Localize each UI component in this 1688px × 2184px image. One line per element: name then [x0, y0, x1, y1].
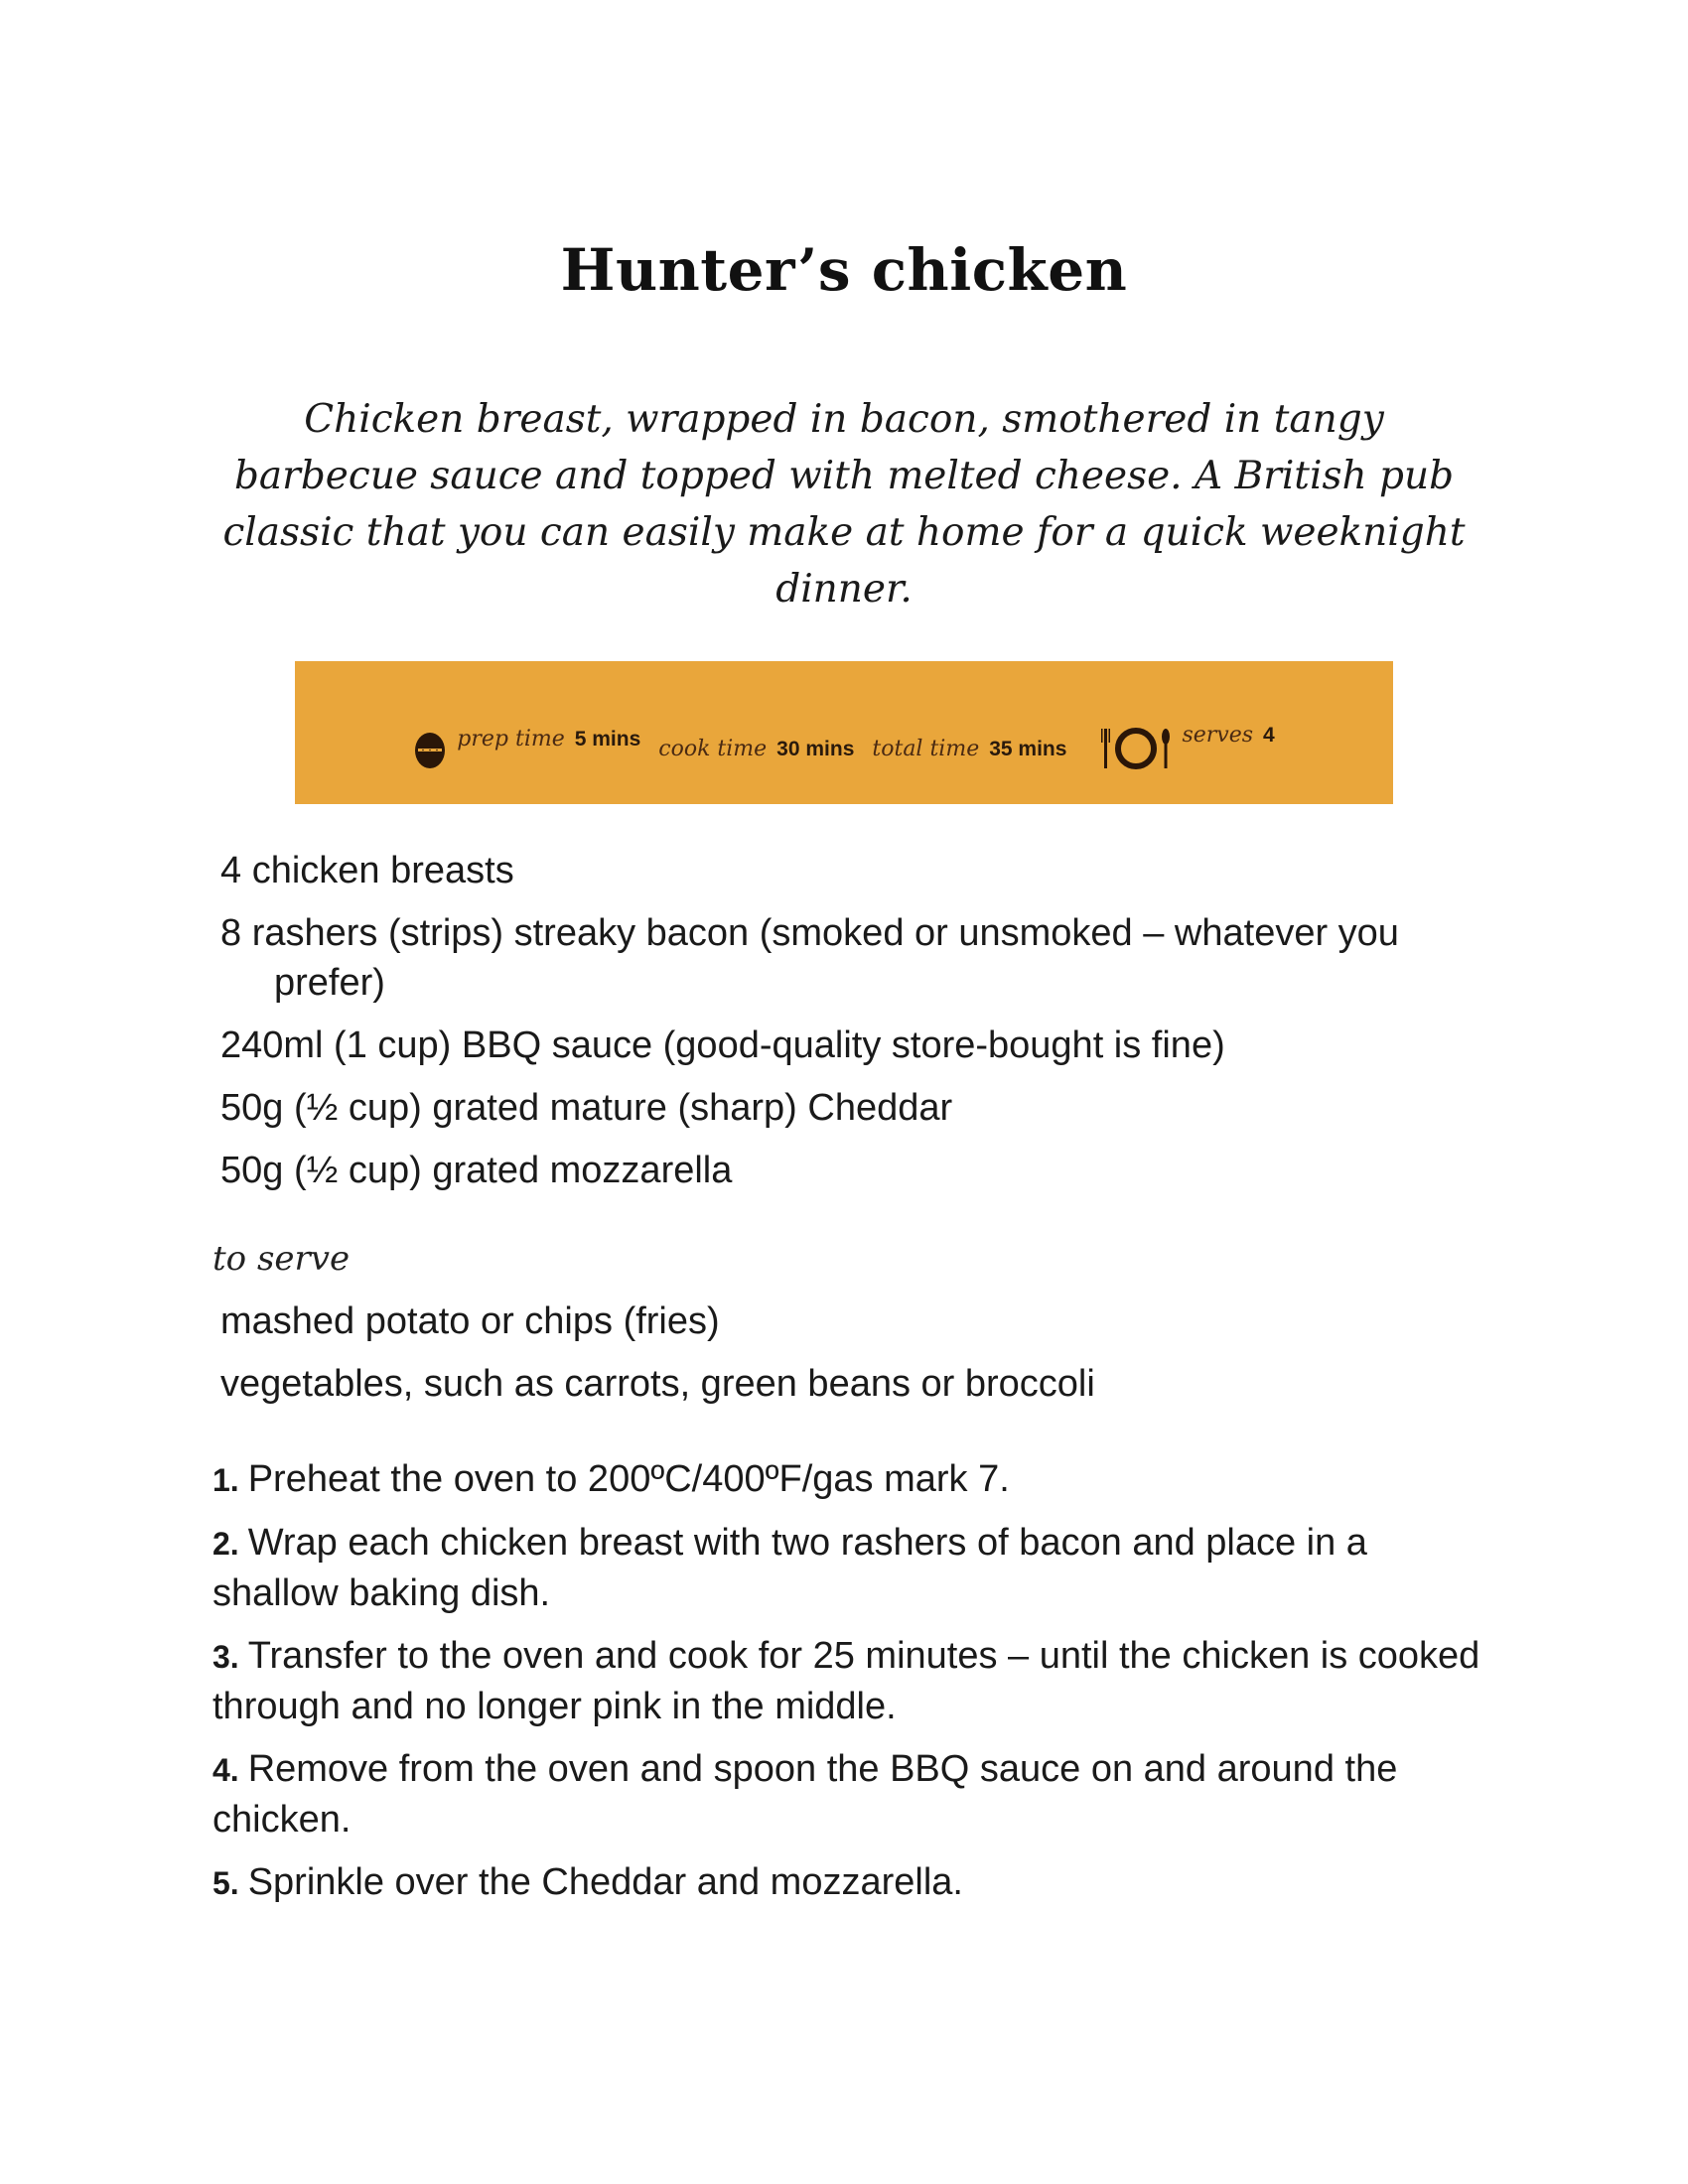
- step-text: Sprinkle over the Cheddar and mozzarella.: [247, 1861, 963, 1903]
- step-text: Remove from the oven and spoon the BBQ sauce on and around the chicken.: [212, 1748, 1398, 1841]
- page-title: Hunter’s chicken: [560, 236, 1128, 304]
- ingredients-list: [220, 846, 1511, 1208]
- ingredient-item: 8 rashers (strips) streaky bacon (smoked or unsmoked – whatever you prefer): [220, 912, 1399, 1004]
- method-step: [212, 1857, 1493, 1908]
- to-serve-heading: to serve: [212, 1239, 351, 1279]
- step-text: Wrap each chicken breast with two rashers of bacon and place in a shallow baking dish.: [212, 1522, 1367, 1614]
- prep-time-value: 5 mins: [574, 728, 641, 751]
- recipe-intro: Chicken breast, wrapped in bacon, smothered in tangy barbecue sauce and topped with melted cheese. A British pub classic that you can easily make at home for a quick weeknight dinner.: [222, 397, 1466, 612]
- total-time-value: 35 mins: [989, 737, 1067, 760]
- ingredient-item: 50g (½ cup) grated mozzarella: [220, 1150, 733, 1191]
- method-steps: [212, 1454, 1493, 1921]
- ingredient-item: 50g (½ cup) grated mature (sharp) Cheddar: [220, 1087, 953, 1129]
- step-number: 5.: [212, 1865, 239, 1901]
- to-serve-list: [220, 1297, 1511, 1422]
- cook-time-label: cook time: [658, 736, 768, 761]
- cook-time: [658, 737, 854, 761]
- timer-icon: [413, 727, 447, 770]
- method-step: [212, 1454, 1493, 1505]
- serve-item: vegetables, such as carrots, green beans or broccoli: [220, 1363, 1095, 1405]
- total-time-label: total time: [872, 736, 980, 761]
- cook-time-value: 30 mins: [776, 737, 855, 760]
- step-number: 4.: [212, 1752, 239, 1788]
- method-step: [212, 1631, 1493, 1731]
- serves: [1084, 723, 1274, 774]
- step-number: 1.: [212, 1462, 239, 1498]
- total-time: [872, 737, 1066, 761]
- serves-value: 4: [1263, 724, 1275, 747]
- ingredient-item: 4 chicken breasts: [220, 850, 514, 891]
- prep-time: [413, 727, 640, 770]
- serves-label: serves: [1182, 723, 1254, 748]
- serve-item: mashed potato or chips (fries): [220, 1300, 720, 1342]
- time-bar: [295, 661, 1393, 804]
- ingredient-item: 240ml (1 cup) BBQ sauce (good-quality store-bought is fine): [220, 1024, 1225, 1066]
- method-step: [212, 1518, 1493, 1618]
- step-number: 3.: [212, 1639, 239, 1675]
- step-text: Preheat the oven to 200ºC/400ºF/gas mark 7.: [247, 1458, 1010, 1500]
- step-number: 2.: [212, 1526, 239, 1562]
- method-step: [212, 1744, 1493, 1844]
- cutlery-icon: [1100, 723, 1172, 774]
- step-text: Transfer to the oven and cook for 25 minutes – until the chicken is cooked through and no longer pink in the middle.: [212, 1635, 1480, 1727]
- prep-time-label: prep time: [457, 727, 565, 751]
